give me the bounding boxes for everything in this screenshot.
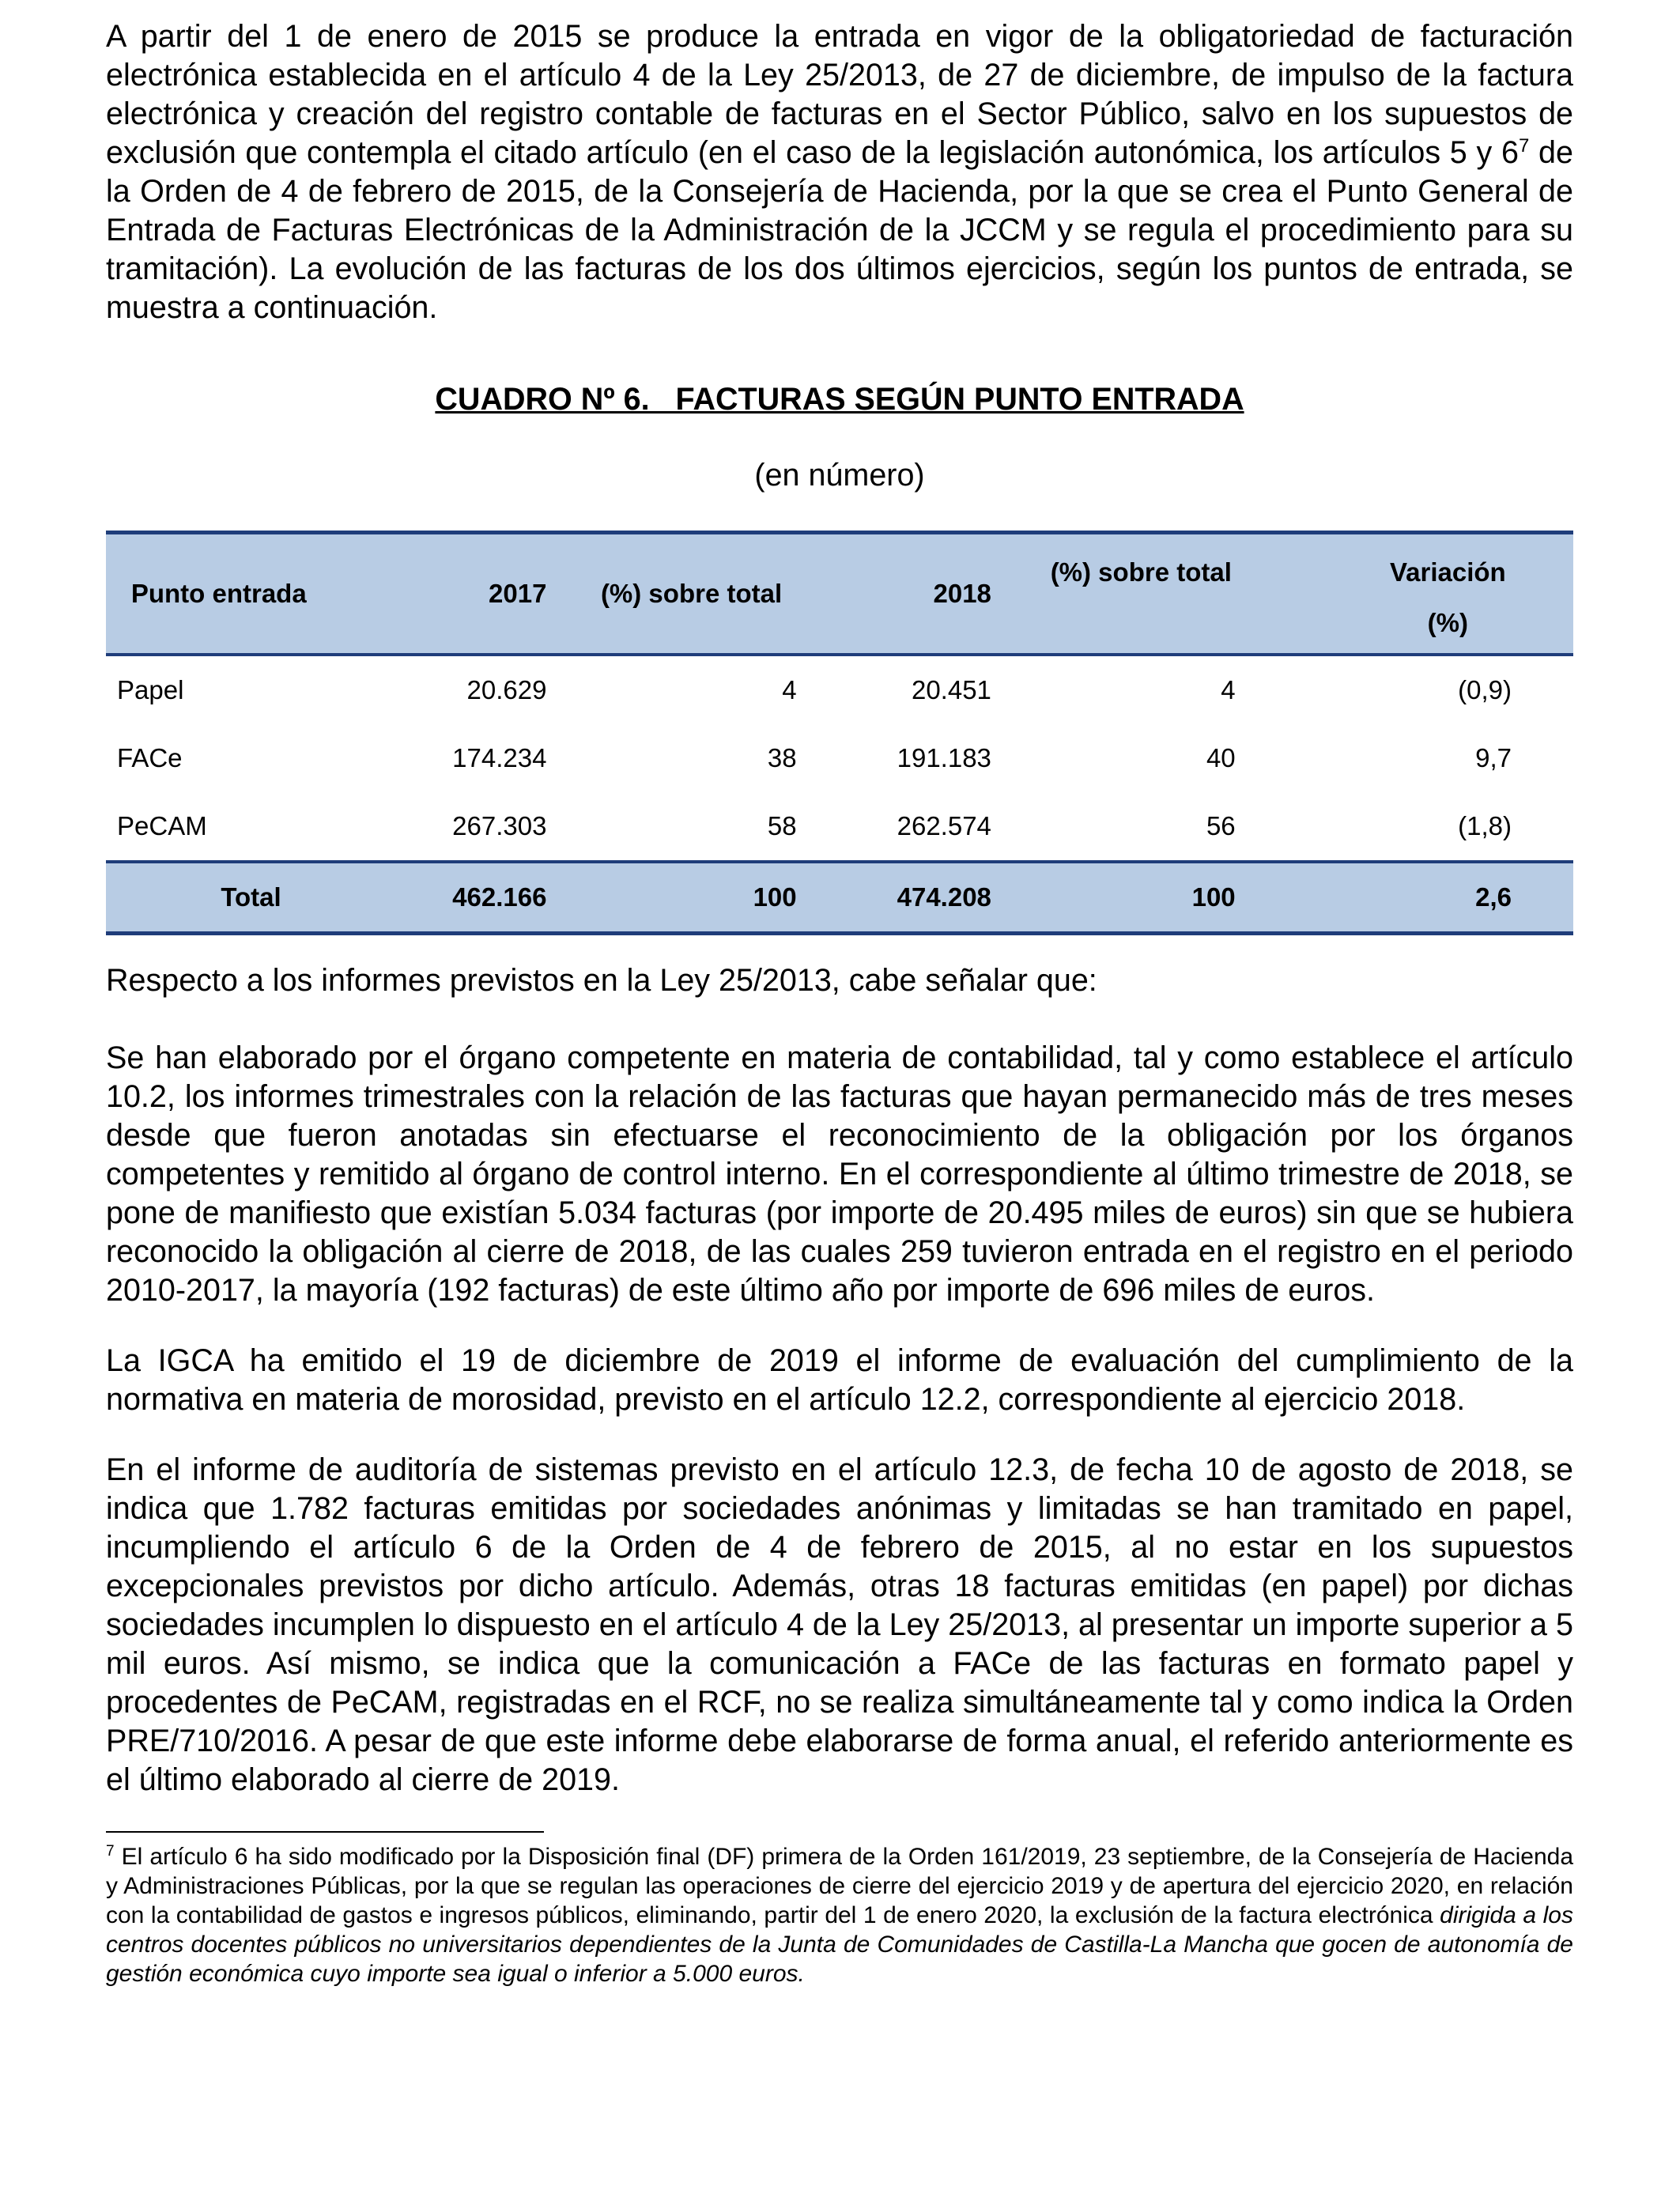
facturas-table [106, 531, 1573, 935]
cell-pct-2017: 58 [767, 811, 797, 840]
header-pct-2018: (%) sobre total [1050, 557, 1232, 587]
table-row [106, 792, 1573, 862]
cell-pct-2018: 4 [1221, 675, 1236, 704]
table-header [106, 533, 1573, 655]
intro-text: A partir del 1 de enero de 2015 se produce la entrada en vigor de la obligatoriedad de facturación electrónica establecida en el artículo 4 de la Ley 25/2013, de 27 de diciembre, de impulso de la factura electrónica y creación del registro contable de facturas en el Sector Público, salvo en los supuestos de exclusión que contempla el citado artículo (en el caso de la legislación autonómica, los artículos 5 y 6 [106, 19, 1573, 170]
cell-2018: 20.451 [911, 675, 991, 704]
table-total-row [106, 862, 1573, 934]
header-2018: 2018 [933, 579, 991, 608]
cell-total-pct-2017: 100 [753, 882, 797, 912]
cell-total-variacion: 2,6 [1475, 882, 1512, 912]
footnote [106, 1842, 1573, 1988]
table-row [106, 724, 1573, 792]
footnote-italic-text: dirigida a los centros docentes públicos no universitarios dependientes de la Junta de Comunidades de Castilla-La Mancha que gocen de autonomía de gestión económica cuyo importe sea igual o inferior a 5.000 euros. [106, 1902, 1573, 1987]
paragraph-auditoria: En el informe de auditoría de sistemas previsto en el artículo 12.3, de fecha 10 de agosto de 2018, se indica que 1.782 facturas emitidas por sociedades anónimas y limitadas se han tramitado en papel, incumpliendo el artículo 6 de la Orden de 4 de febrero de 2015, al no estar en los supuestos excepcionales previstos por dicho artículo. Además, otras 18 facturas emitidas (en papel) por dichas sociedades incumplen lo dispuesto en el artículo 4 de la Ley 25/2013, al presentar un importe superior a 5 mil euros. Así mismo, se indica que la comunicación a FACe de las facturas en formato papel y procedentes de PeCAM, registradas en el RCF, no se realiza simultáneamente tal y como indica la Orden PRE/710/2016. A pesar de que este informe debe elaborarse de forma anual, el referido anteriormente es el último elaborado al cierre de 2019. [106, 1452, 1573, 1797]
cell-pct-2018: 56 [1206, 811, 1236, 840]
table-row [106, 655, 1573, 724]
cell-pct-2017: 4 [782, 675, 797, 704]
cell-punto: Papel [117, 675, 184, 704]
header-pct-2017: (%) sobre total [600, 579, 783, 608]
footnote-reference: 7 [1518, 134, 1530, 157]
cell-punto: PeCAM [117, 811, 207, 840]
cell-pct-2017: 38 [767, 743, 797, 772]
table-title: CUADRO Nº 6. FACTURAS SEGÚN PUNTO ENTRADA [435, 382, 1244, 417]
footnote-separator [106, 1831, 544, 1833]
header-variacion-label: Variación [1389, 557, 1506, 587]
cell-variacion: (0,9) [1458, 675, 1512, 704]
cell-2017: 267.303 [452, 811, 547, 840]
cell-total-label: Total [221, 882, 281, 912]
header-variacion [1236, 533, 1573, 655]
cell-variacion: 9,7 [1475, 743, 1512, 772]
table-unit: (en número) [754, 458, 925, 493]
intro-paragraph [106, 17, 1573, 327]
paragraph-informes-trimestrales: Se han elaborado por el órgano competente en materia de contabilidad, tal y como establece el artículo 10.2, los informes trimestrales con la relación de las facturas que hayan permanecido más de tres meses desde que fueron anotadas sin efectuarse el reconocimiento de la obligación por los órganos competentes y remitido al órgano de control interno. En el correspondiente al último trimestre de 2018, se pone de manifiesto que existían 5.034 facturas (por importe de 20.495 miles de euros) sin que se hubiera reconocido la obligación al cierre de 2018, de las cuales 259 tuvieron entrada en el registro en el periodo 2010-2017, la mayoría (192 facturas) de este último año por importe de 696 miles de euros. [106, 1040, 1573, 1308]
intro-text-continued: de la Orden de 4 de febrero de 2015, de la Consejería de Hacienda, por la que se crea el Punto General de Entrada de Facturas Electrónicas de la Administración de la JCCM y se regula el procedimiento para su tramitación). La evolución de las facturas de los dos últimos ejercicios, según los puntos de entrada, se muestra a continuación. [106, 135, 1573, 325]
cell-2017: 174.234 [452, 743, 547, 772]
cell-2018: 262.574 [897, 811, 991, 840]
footnote-text: El artículo 6 ha sido modificado por la Disposición final (DF) primera de la Orden 161/2019, 23 septiembre, de la Consejería de Hacienda y Administraciones Públicas, por la que se regulan las operaciones de cierre del ejercicio 2019 y de apertura del ejercicio 2020, en relación con la contabilidad de gastos e ingresos públicos, eliminando, partir del 1 de enero 2020, la exclusión de la factura electrónica [106, 1844, 1573, 1928]
paragraph-informes-intro: Respecto a los informes previstos en la Ley 25/2013, cabe señalar que: [106, 963, 1097, 998]
cell-total-2018: 474.208 [897, 882, 991, 912]
cell-2018: 191.183 [897, 743, 991, 772]
header-2017: 2017 [489, 579, 547, 608]
cell-total-pct-2018: 100 [1191, 882, 1236, 912]
header-punto-entrada: Punto entrada [130, 579, 307, 608]
cell-pct-2018: 40 [1206, 743, 1236, 772]
cell-variacion: (1,8) [1458, 811, 1512, 840]
cell-punto: FACe [117, 743, 183, 772]
document-page [106, 16, 1573, 1988]
footnote-number: 7 [106, 1843, 115, 1860]
paragraph-igca: La IGCA ha emitido el 19 de diciembre de 2019 el informe de evaluación del cumplimiento de la normativa en materia de morosidad, previsto en el artículo 12.2, correspondiente al ejercicio 2018. [106, 1343, 1573, 1417]
header-variacion-unit: (%) [1427, 608, 1468, 637]
cell-total-2017: 462.166 [452, 882, 547, 912]
cell-2017: 20.629 [466, 675, 547, 704]
